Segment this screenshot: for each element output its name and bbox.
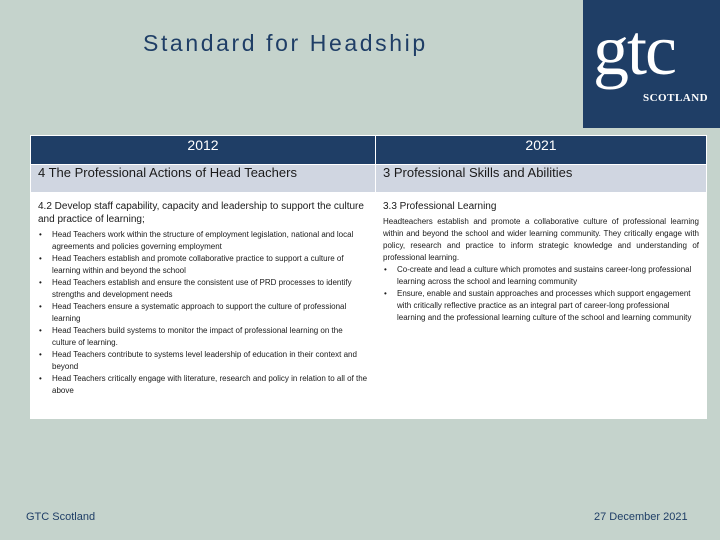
header-2012: 2012 xyxy=(31,136,376,165)
left-content-cell xyxy=(31,193,376,419)
table-section-row xyxy=(31,165,707,193)
list-item: • Head Teachers critically engage with literature, research and policy in relation to all of the above xyxy=(38,373,368,397)
right-paragraph: Headteachers establish and promote a collaborative culture of professional learning within and beyond the school and wider learning community. They critically engage with policy, research and practice to inform strategic knowledge and understanding of professional learning. xyxy=(383,217,699,262)
right-heading: 3.3 Professional Learning xyxy=(383,201,497,212)
list-item: • Ensure, enable and sustain approaches and processes which support engagement with critically reflective practice as an integral part of career-long professional learning and the professional learning culture of the school and learning community xyxy=(383,288,699,324)
footer-date: 27 December 2021 xyxy=(594,511,688,523)
gtc-scotland-logo xyxy=(583,0,720,128)
footer-organization: GTC Scotland xyxy=(26,511,96,523)
list-item: • Head Teachers ensure a systematic approach to support the culture of professional learning xyxy=(38,301,368,325)
logo-mark: gtc xyxy=(593,10,675,90)
table-body-row xyxy=(31,193,707,419)
left-bullet-list xyxy=(38,229,368,397)
right-bullet-list xyxy=(383,264,699,324)
list-item: • Co-create and lead a culture which promotes and sustains career-long professional learning across the school and learning community xyxy=(383,264,699,288)
comparison-table xyxy=(30,135,707,419)
list-item: • Head Teachers establish and promote collaborative practice to support a culture of learning within and beyond the school xyxy=(38,253,368,277)
left-section-title: 4 The Professional Actions of Head Teachers xyxy=(31,165,376,193)
list-item: • Head Teachers contribute to systems level leadership of education in their context and beyond xyxy=(38,349,368,373)
list-item: • Head Teachers build systems to monitor the impact of professional learning on the culture of learning. xyxy=(38,325,368,349)
table-header-row xyxy=(31,136,707,165)
right-section-title: 3 Professional Skills and Abilities xyxy=(376,165,707,193)
right-content-cell xyxy=(376,193,707,419)
left-heading: 4.2 Develop staff capability, capacity and leadership to support the culture and practice of learning; xyxy=(38,201,364,225)
header-2021: 2021 xyxy=(376,136,707,165)
logo-subtext: SCOTLAND xyxy=(643,92,709,104)
page-title: Standard for Headship xyxy=(143,30,428,56)
list-item: • Head Teachers work within the structure of employment legislation, national and local agreements and policies governing employment xyxy=(38,229,368,253)
list-item: • Head Teachers establish and ensure the consistent use of PRD processes to identify strengths and development needs xyxy=(38,277,368,301)
